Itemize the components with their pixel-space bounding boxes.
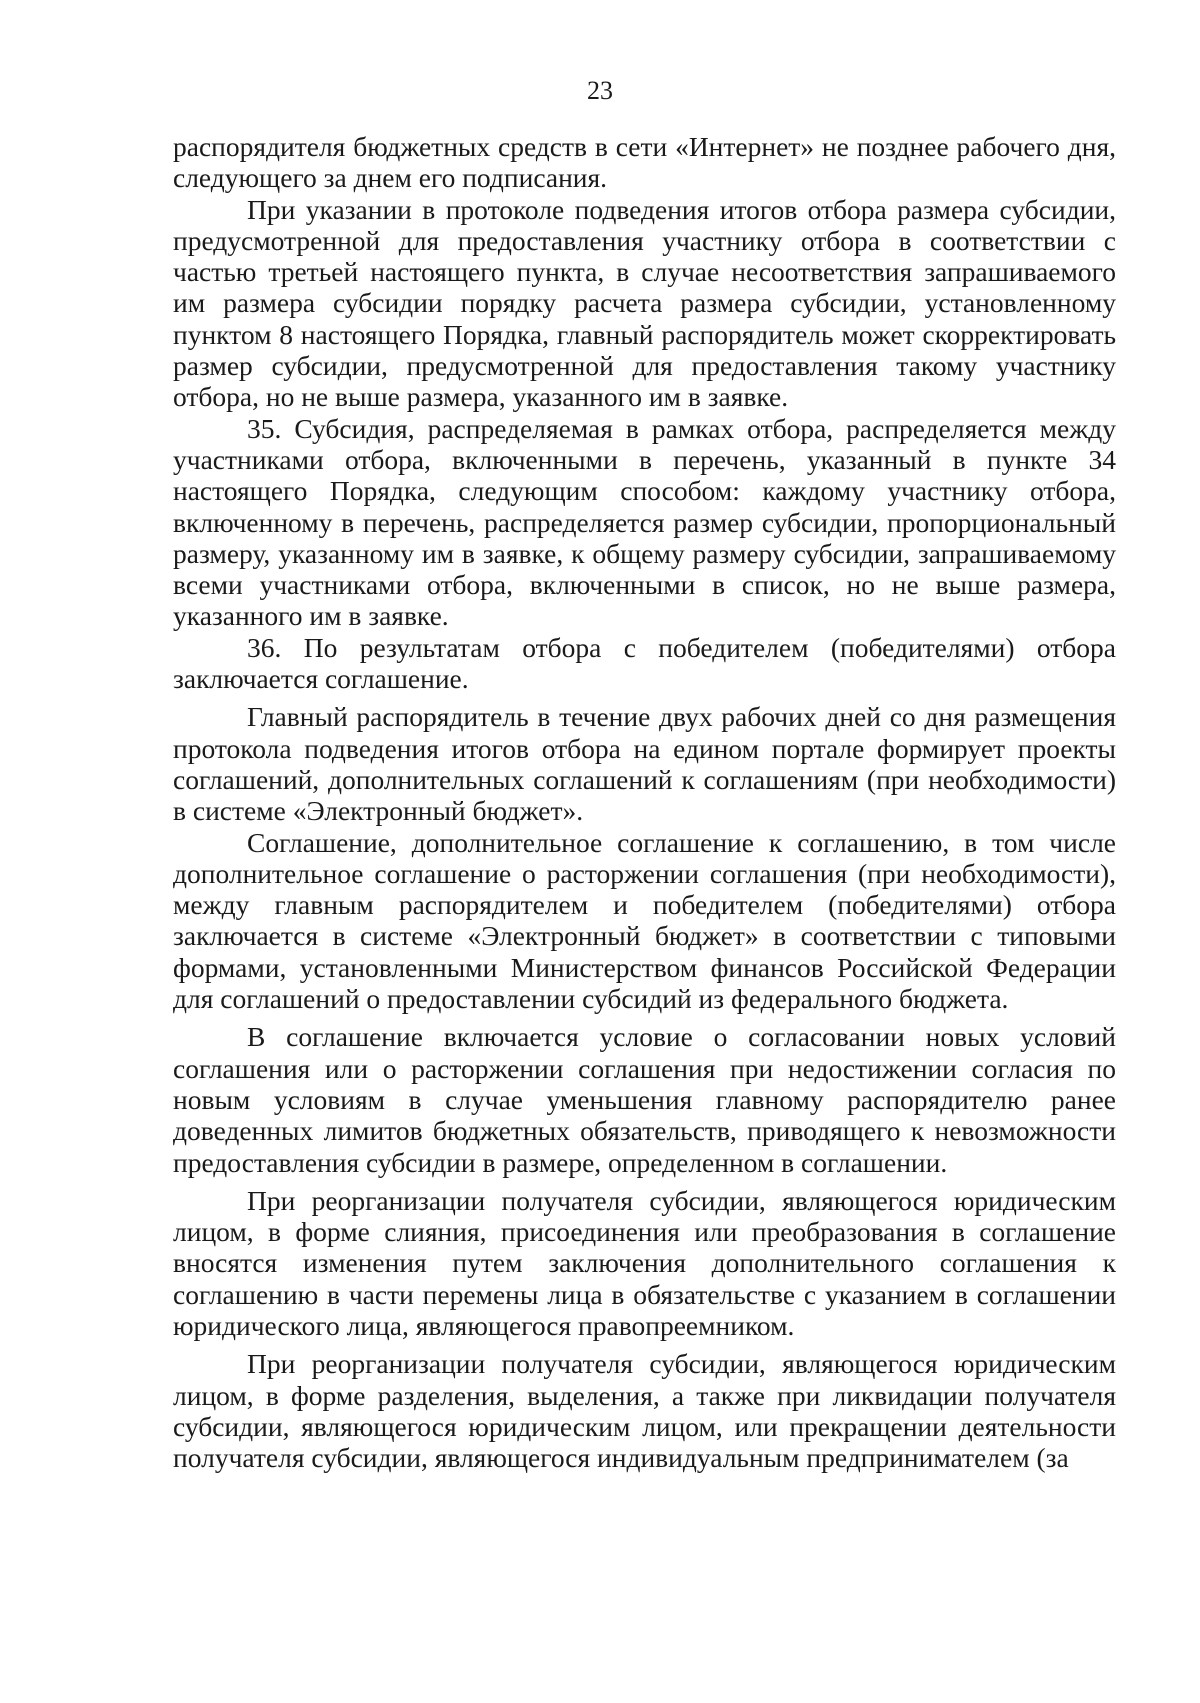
- paragraph-agreement-electronic-budget: Соглашение, дополнительное соглашение к соглашению, в том числе дополнительное соглашение о расторжении соглашения (при необходимости), между главным распорядителем и победителем (победителями) отбора заключается в системе «Электронный бюджет» в соответствии с типовыми формами, установленными Министерством финансов Российской Федерации для соглашений о предоставлении субсидий из федерального бюджета.: [173, 826, 1116, 1015]
- paragraph-continuation: распорядителя бюджетных средств в сети «Интернет» не позднее рабочего дня, следующего за днем его подписания.: [173, 131, 1116, 194]
- paragraph-agreement-drafts: Главный распорядитель в течение двух рабочих дней со дня размещения протокола подведения итогов отбора на едином портале формирует проекты соглашений, дополнительных соглашений к соглашениям (при необходимости) в системе «Электронный бюджет».: [173, 701, 1116, 827]
- page-number: 23: [587, 76, 613, 105]
- paragraph-item-36: 36. По результатам отбора с победителем (победителями) отбора заключается соглашение.: [173, 631, 1116, 695]
- paragraph-reorganization-merger: При реорганизации получателя субсидии, являющегося юридическим лицом, в форме слияния, присоединения или преобразования в соглашение вносятся изменения путем заключения дополнительного соглашения к соглашению в части перемены лица в обязательстве с указанием в соглашении юридического лица, являющегося правопреемником.: [173, 1184, 1116, 1341]
- paragraph-agreement-conditions: В соглашение включается условие о согласовании новых условий соглашения или о расторжении соглашения при недостижении согласия по новым условиям в случае уменьшения главному распорядителю ранее доведенных лимитов бюджетных обязательств, приводящего к невозможности предоставления субсидии в размере, определенном в соглашении.: [173, 1021, 1116, 1178]
- paragraph-reorganization-division: При реорганизации получателя субсидии, являющегося юридическим лицом, в форме разделения, выделения, а также при ликвидации получателя субсидии, являющегося юридическим лицом, или прекращении деятельности получателя субсидии, являющегося индивидуальным предпринимателем (за: [173, 1348, 1116, 1474]
- paragraph-subsidy-correction: При указании в протоколе подведения итогов отбора размера субсидии, предусмотренной для предоставления участнику отбора в соответствии с частью третьей настоящего пункта, в случае несоответствия запрашиваемого им размера субсидии порядку расчета размера субсидии, установленному пунктом 8 настоящего Порядка, главный распорядитель может скорректировать размер субсидии, предусмотренной для предоставления такому участнику отбора, но не выше размера, указанного им в заявке.: [173, 193, 1116, 413]
- paragraph-item-35: 35. Субсидия, распределяемая в рамках отбора, распределяется между участниками отбора, включенными в перечень, указанный в пункте 34 настоящего Порядка, следующим способом: каждому участнику отбора, включенному в перечень, распределяется размер субсидии, пропорциональный размеру, указанному им в заявке, к общему размеру субсидии, запрашиваемому всеми участниками отбора, включенными в список, но не выше размера, указанного им в заявке.: [173, 412, 1116, 632]
- document-body: [173, 131, 1116, 1473]
